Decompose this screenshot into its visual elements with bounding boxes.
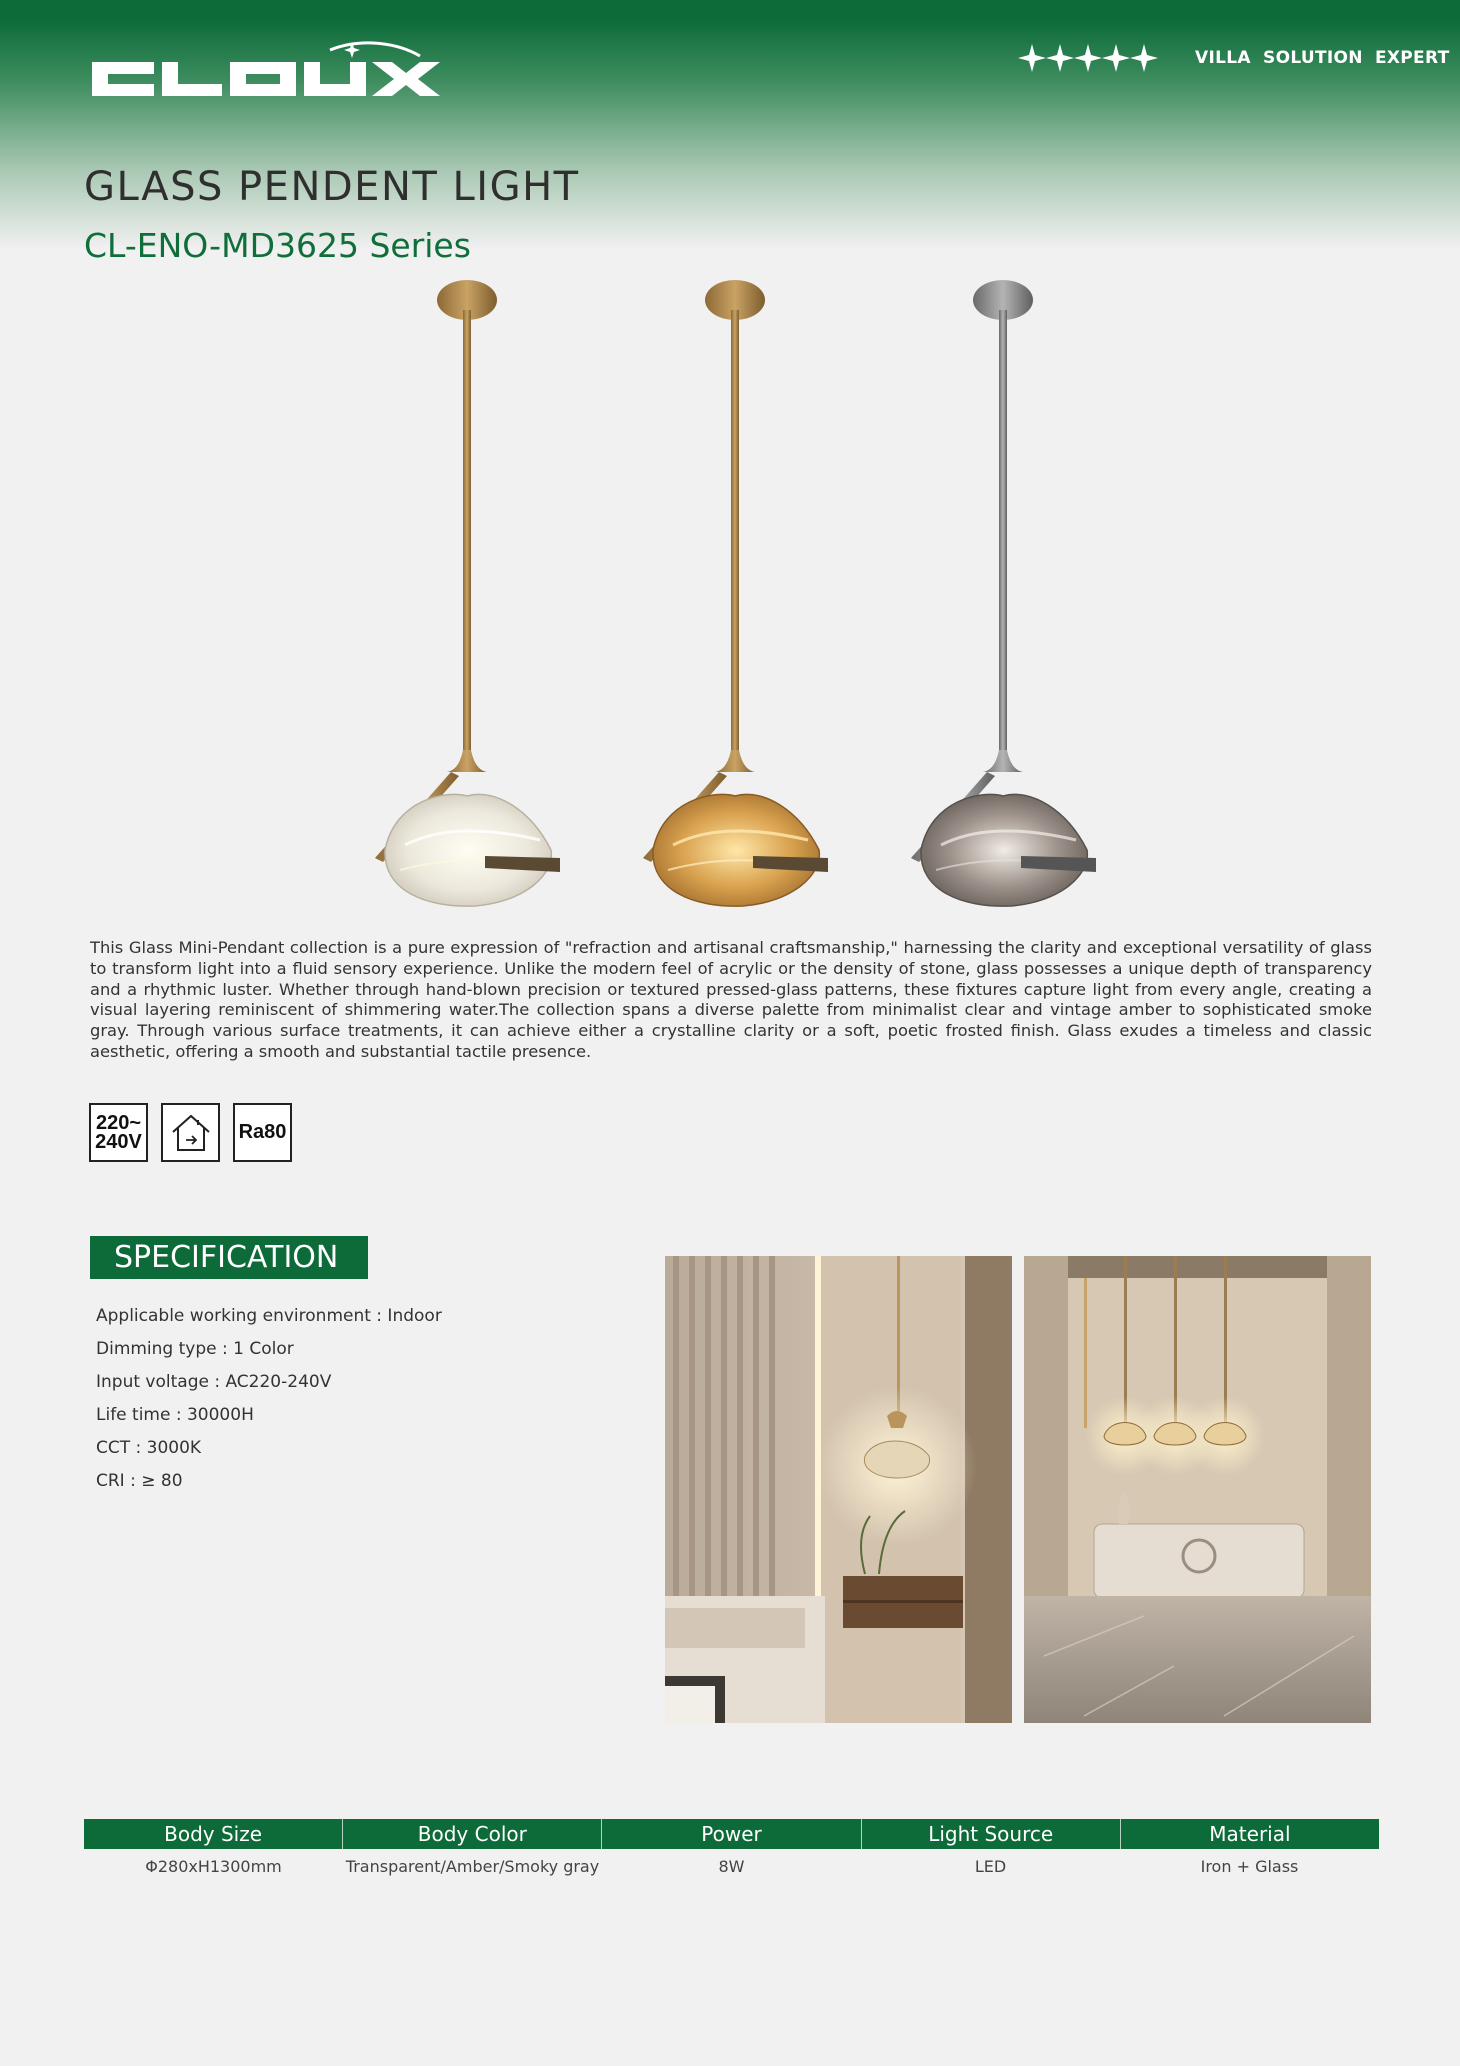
table-header-cell: Power [602,1819,861,1849]
header-gradient-band [0,0,1460,250]
bedroom-scene-photo [665,1256,1012,1723]
table-header-cell: Body Color [343,1819,602,1849]
specification-list [96,1300,442,1498]
brand-tagline: VILLA SOLUTION EXPERT [1195,48,1450,68]
spec-summary-table [84,1819,1379,1885]
table-cell: 8W [718,1857,745,1876]
voltage-badge-line2: 240V [95,1130,142,1153]
spec-item: CRI : ≥ 80 [96,1471,183,1491]
specification-heading: SPECIFICATION [90,1236,368,1279]
voltage-badge [89,1103,148,1162]
indoor-badge [161,1103,220,1162]
spec-item: Applicable working environment : Indoor [96,1306,442,1326]
rating-stars-icon [1018,40,1160,76]
spec-item: Input voltage : AC220-240V [96,1372,332,1392]
lobby-scene-photo [1024,1256,1371,1723]
indoor-house-icon [168,1110,214,1156]
spec-item: CCT : 3000K [96,1438,202,1458]
feature-badges [89,1103,292,1162]
voltage-badge-line1: 220~ [95,1111,142,1134]
table-header-cell: Light Source [862,1819,1121,1849]
product-lamps-illustration [355,270,1115,920]
table-header-cell: Body Size [84,1819,343,1849]
cri-badge: Ra80 [233,1103,292,1162]
lamp-smoky-gray [911,280,1096,906]
spec-item: Dimming type : 1 Color [96,1339,294,1359]
table-cell: Transparent/Amber/Smoky gray [345,1857,600,1876]
table-row [84,1849,1379,1885]
cloux-logo [84,40,440,104]
product-series: CL-ENO-MD3625 Series [84,226,471,265]
table-cell: Φ280xH1300mm [145,1857,282,1876]
lamp-transparent [375,280,560,906]
lamp-amber [643,280,828,906]
table-header-cell: Material [1209,1822,1291,1846]
table-cell: LED [974,1857,1007,1876]
spec-item: Life time : 30000H [96,1405,254,1425]
product-description: This Glass Mini-Pendant collection is a pure expression of "refraction and artisanal craftsmanship," harnessing the clarity and exceptional versatility of glass to transform light into a fluid sensory experience. Unlike the modern feel of acrylic or the density of stone, glass possesses a unique depth of transparency and a rhythmic luster. Whether through hand-blown precision or textured pressed-glass patterns, these fixtures capture light from every angle, creating a visual layering reminiscent of shimmering water.The collection spans a diverse palette from minimalist clear and vintage amber to sophisticated smoke gray. Through various surface treatments, it can achieve either a crystalline clarity or a soft, poetic frosted finish. Glass exudes a timeless and classic aesthetic, offering a smooth and substantial tactile presence. [90,938,1372,1061]
table-header [84,1819,1379,1849]
product-title: GLASS PENDENT LIGHT [84,164,580,210]
table-cell: Iron + Glass [1200,1857,1299,1876]
